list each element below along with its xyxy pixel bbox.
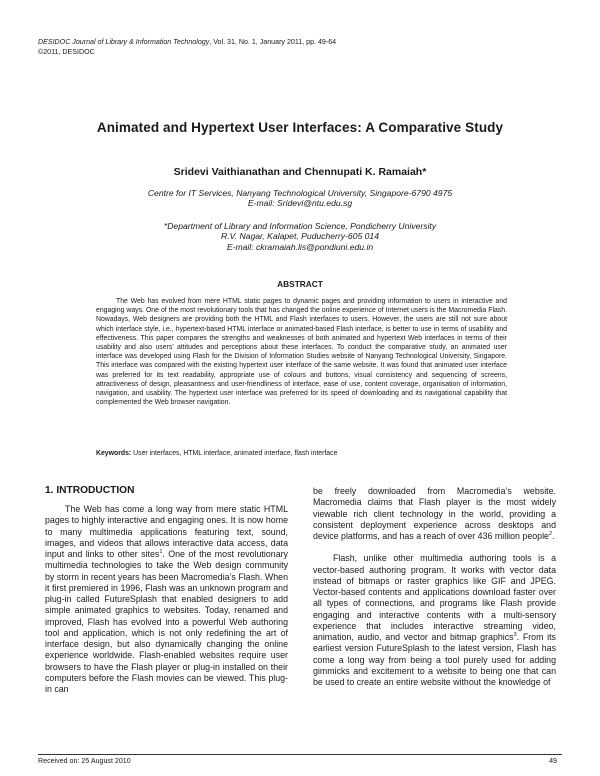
intro-p1-tail: . One of the most revolutionary multimedia technologies to take the Web design community by storm in recent years has been Macromedia’s Flash. When it first premiered in 1996, Flash was an unknown program and plug-in called FutureSplash that enabled designers to add simple animated graphics to websites. Today, renamed and improved, Flash has evolved into a powerful Web authoring tool and application, which is not only redefining the art of interface design, but also dynamically changing the online experience worldwide. Flash-enabled websites require user browsers to have the Flash player or plug-in installed on their computers before the Flash movies can be viewed. This plug-in can bbox=[45, 549, 288, 694]
page-number: 49 bbox=[549, 757, 557, 765]
paper-title: Animated and Hypertext User Interfaces: A Comparative Study bbox=[96, 120, 504, 135]
footer-rule bbox=[38, 754, 562, 755]
affiliation-first-email: E-mail: Sridevi@ntu.edu.sg bbox=[247, 198, 353, 209]
intro-p3-text: Flash, unlike other multimedia authoring tools is a vector-based authoring program. It works with vector data instead of bitmaps or raster graphics like GIF and JPEG. Vector-based contents and applications download faster over all types of connections, and programs like Flash provide engaging and interactive contents with a multi-sensory experience that includes interactive streaming video, animation, audio, and vector and bitmap graphics bbox=[313, 553, 556, 642]
intro-paragraph-1 bbox=[45, 504, 288, 695]
affiliation-second-line2: R.V. Nagar, Kalapet, Puducherry-605 014 bbox=[221, 231, 379, 242]
intro-paragraph-3 bbox=[313, 553, 556, 688]
affiliation-second-email: E-mail: ckramaiah.lis@pondiuni.edu.in bbox=[226, 241, 374, 252]
affiliation-first bbox=[40, 188, 560, 209]
abstract-text: The Web has evolved from mere HTML static pages to dynamic pages and providing information to users in interactive and engaging ways. One of the most revolutionary tools that has changed the online experience of Internet users is the Macromedia Flash. Nowadays, Web designers are providing both the HTML and Flash interfaces to users. However, the users are still not sure about which interface style, i.e., hypertext-based HTML interface or animated-based Flash interface, is better to use in terms of usability and effectiveness. This paper compares the strengths and weaknesses of both animated and hypertext Web interfaces in terms of their usability and also users’ attitudes and perceptions about these interfaces. To conduct the comparative study, an animated user interface was developed using Flash for the Division of Information Studies website of Nanyang Technological University, Singapore. This interface was compared with the existing hypertext user interface of the same website. It was found that animated user interface was preferred for its text readability, appropriate use of colours and buttons, visual consistency and sequencing of screens, attractiveness of design, pleasantness and user-friendliness of interface, ease of use, content coverage, organisation of information, navigation, and usability. The hypertext user interface was preferred for its speed of downloading and its navigational capability that complemented the Web browser navigation. bbox=[96, 298, 507, 407]
affiliation-second-line1: *Department of Library and Information Science, Pondicherry University bbox=[163, 221, 437, 231]
intro-p1-text: The Web has come a long way from mere static HTML pages to highly interactive and engaging ones. It is now home to many multimedia applications featuring text, sound, images, and videos that allows interactive data access, data input and links to other sites bbox=[45, 504, 288, 559]
journal-copyright: ©2011, DESIDOC bbox=[38, 48, 95, 56]
column-left bbox=[45, 504, 288, 695]
received-date: Received on: 25 August 2010 bbox=[38, 757, 131, 765]
journal-name: DESIDOC Journal of Library & Information Technology bbox=[38, 38, 210, 46]
keywords-label: Keywords: bbox=[96, 450, 132, 457]
keywords bbox=[96, 450, 516, 457]
abstract-heading: ABSTRACT bbox=[277, 279, 323, 289]
column-right bbox=[313, 486, 556, 688]
intro-p3-tail: . From its earliest version FutureSplash to the latest version, Flash has come a long way from being a tool purely used for adding gimmicks and excitement to a website to being one that can be used to create an entire website without the knowledge of bbox=[313, 632, 556, 687]
citation-superscript: 1 bbox=[159, 549, 163, 556]
intro-p2-tail: . bbox=[552, 531, 555, 541]
section-heading-introduction: 1. INTRODUCTION bbox=[45, 485, 135, 496]
keywords-list: User interfaces, HTML interface, animated interface, flash interface bbox=[131, 450, 338, 457]
journal-citation bbox=[38, 38, 336, 47]
citation-superscript: 3 bbox=[513, 632, 517, 639]
journal-volume: , Vol. 31, No. 1, January 2011, pp. 49-64 bbox=[209, 38, 337, 46]
paper-authors: Sridevi Vaithianathan and Chennupati K. Ramaiah* bbox=[173, 166, 427, 178]
citation-superscript: 2 bbox=[548, 531, 553, 538]
affiliation-second bbox=[40, 221, 560, 252]
intro-paragraph-2 bbox=[313, 486, 556, 542]
intro-p2-text: be freely downloaded from Macromedia’s website. Macromedia claims that Flash player is the most widely viewable rich client technology in the world, providing a consistent deployment experience across desktops and device platforms, and has a reach of over 436 million people bbox=[313, 486, 556, 541]
affiliation-first-line1: Centre for IT Services, Nanyang Technological University, Singapore-6790 4975 bbox=[147, 188, 453, 198]
